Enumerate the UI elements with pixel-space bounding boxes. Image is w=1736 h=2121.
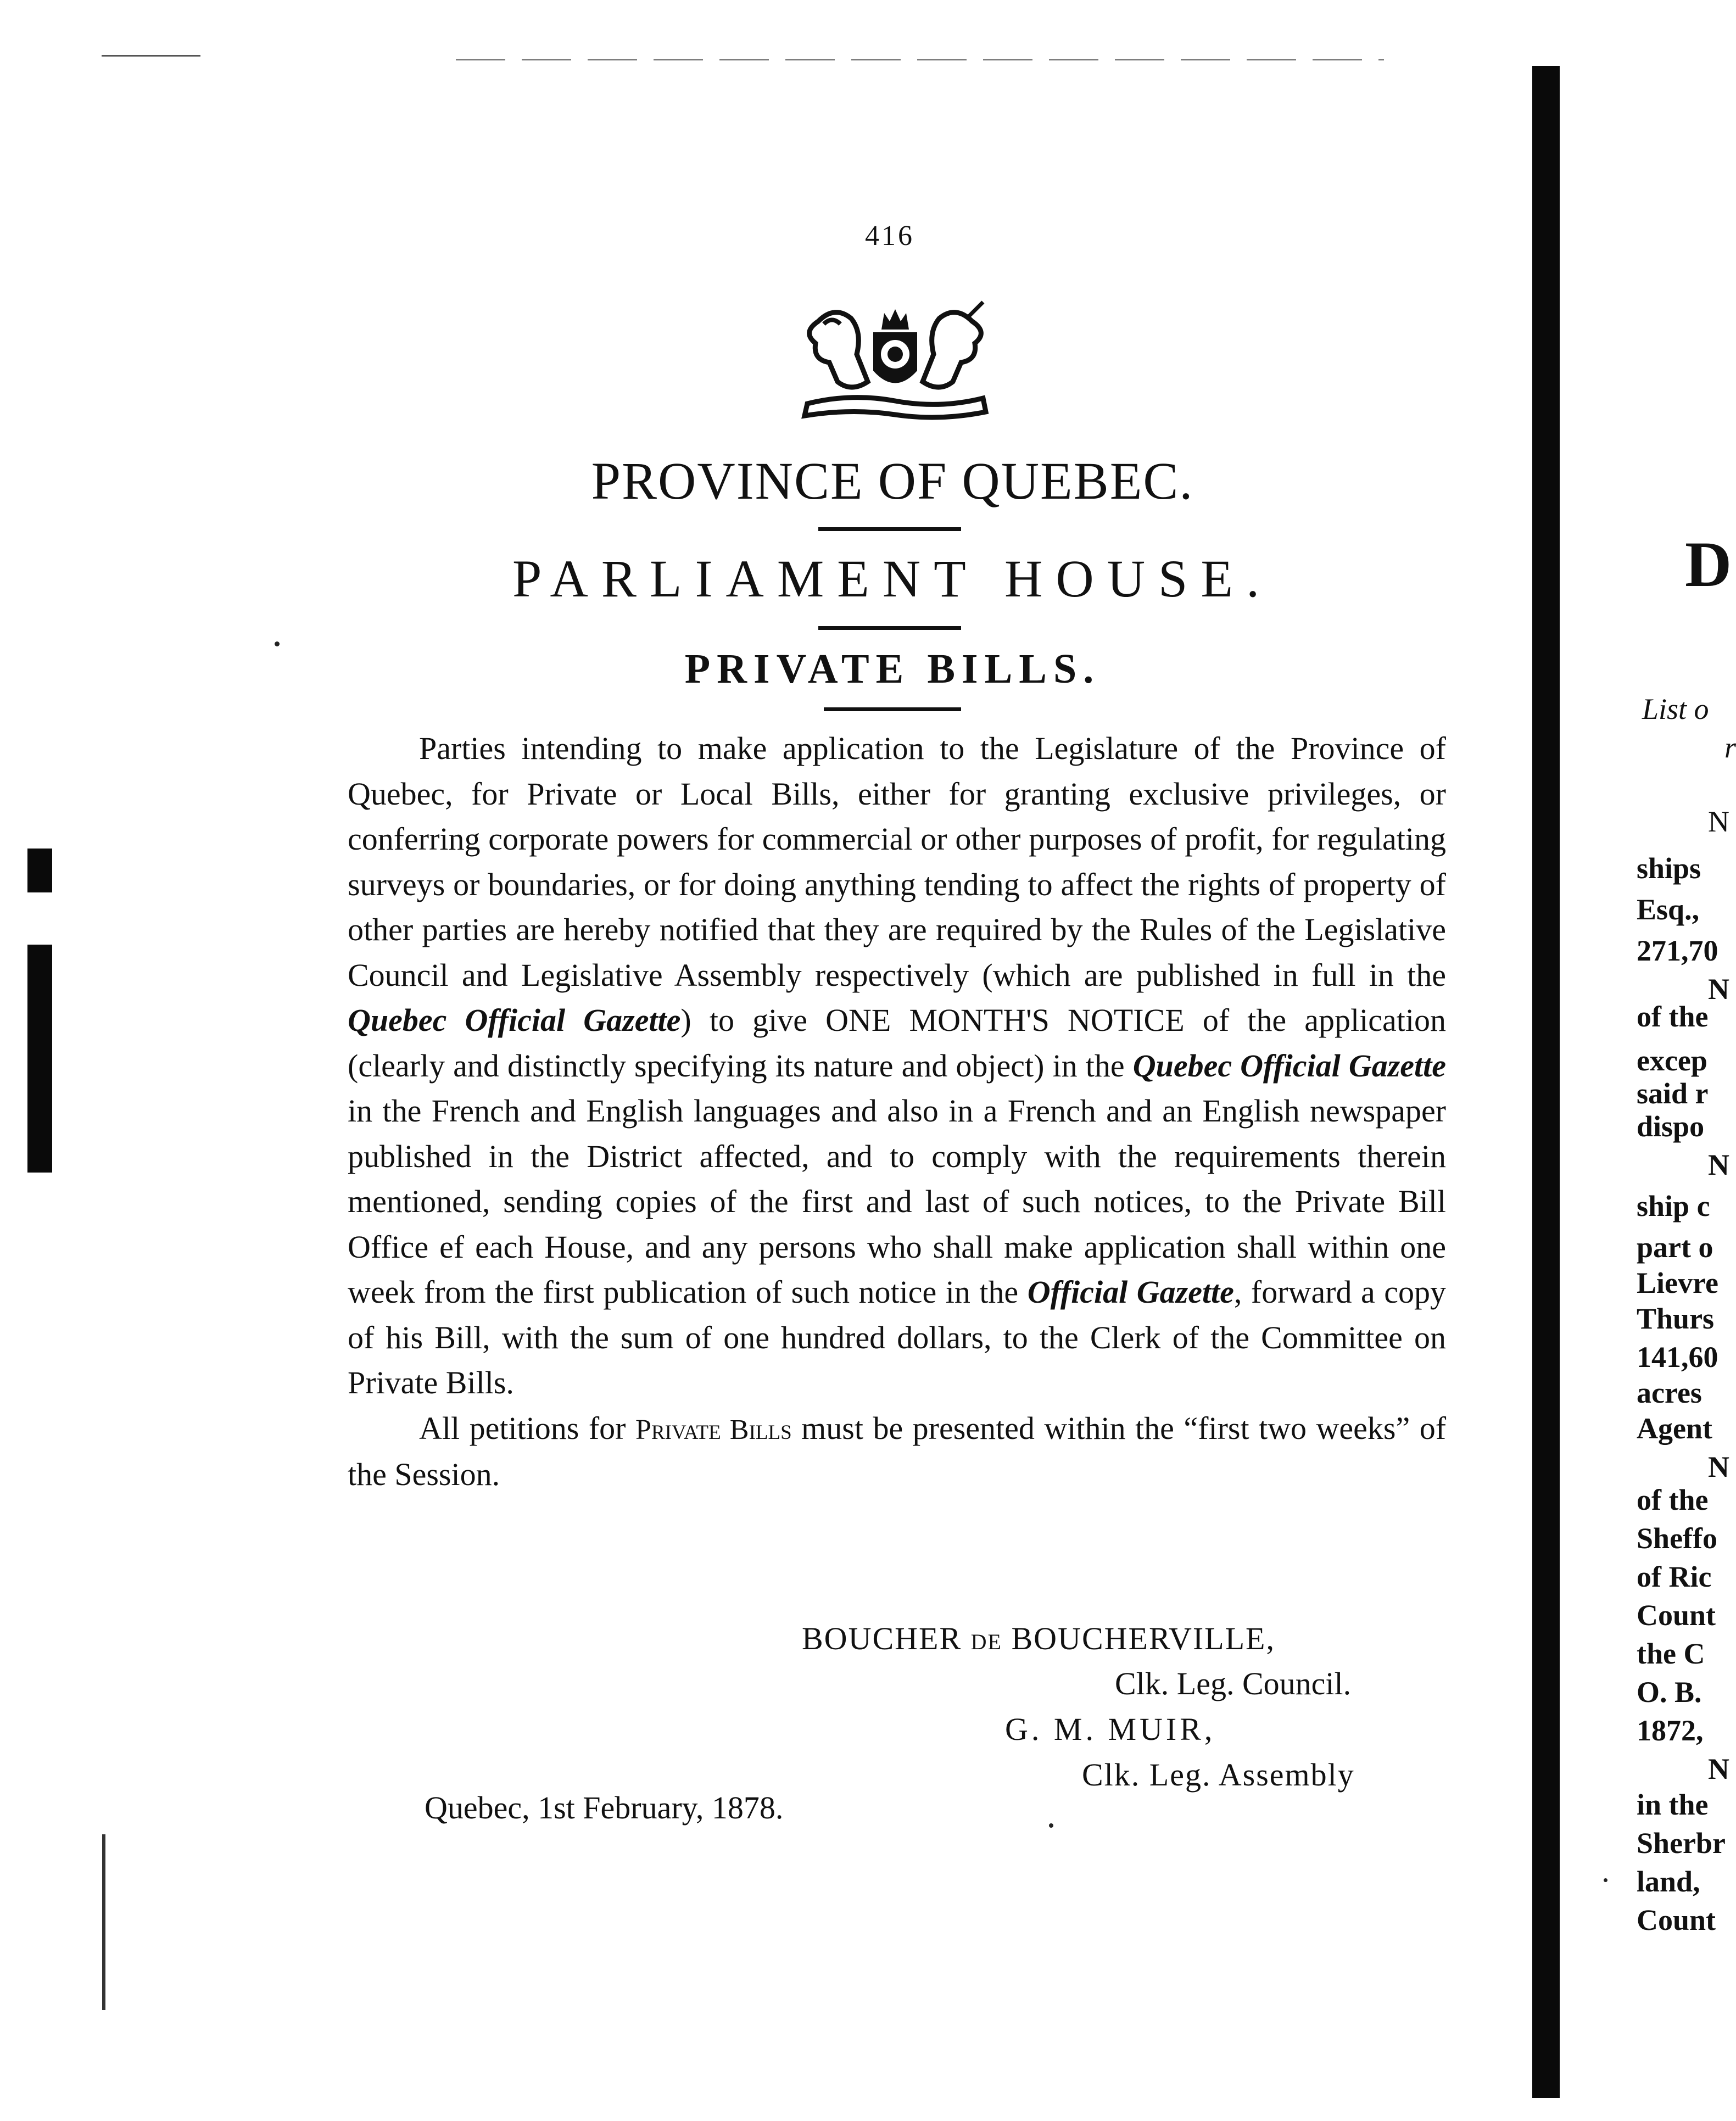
page-number: 416 <box>865 220 914 252</box>
adjacent-line: the C <box>1637 1637 1705 1670</box>
gazette-name: Quebec Official Gazette <box>1132 1047 1446 1084</box>
scan-margin-mark <box>27 849 52 892</box>
header-rule-dashed <box>456 59 1384 60</box>
adjacent-line: of the <box>1637 1483 1709 1516</box>
adjacent-page-heading: D <box>1685 528 1732 600</box>
scan-margin-mark <box>102 1834 105 2010</box>
adjacent-line: N <box>1708 1148 1729 1181</box>
scan-speck <box>275 641 280 646</box>
signature-muir: G. M. MUIR, <box>1005 1711 1216 1747</box>
adjacent-line: Sheffo <box>1637 1522 1717 1555</box>
adjacent-line: ship c <box>1637 1190 1710 1223</box>
coat-of-arms-emblem <box>785 299 1005 420</box>
parliament-house-title: PARLIAMENT HOUSE. <box>512 549 1273 608</box>
adjacent-line: 141,60 <box>1637 1341 1718 1374</box>
scan-margin-mark <box>27 945 52 1173</box>
signature-boucherville <box>802 1620 1275 1657</box>
notice-text: in the French and English languages and also in a French and an English newspaper published in the District affected, and to comply with the requirements therein mentioned, sending copies of the first and last of such notices, to the Private Bill Office ef each House, and any persons who shall make application shall within one week from the first publication of such notice in the <box>348 1093 1446 1310</box>
adjacent-page-column <box>1637 692 1736 2038</box>
divider <box>824 707 961 711</box>
adjacent-line: Sherbr <box>1637 1827 1726 1860</box>
adjacent-line: part o <box>1637 1231 1713 1264</box>
adjacent-line: land, <box>1637 1865 1700 1898</box>
divider <box>818 527 961 531</box>
adjacent-line: excep <box>1637 1044 1707 1077</box>
notice-text: must be presented within the “first two weeks” of the Session. <box>348 1410 1447 1492</box>
adjacent-line: Count <box>1637 1599 1716 1632</box>
province-title: PROVINCE OF QUEBEC. <box>591 451 1194 510</box>
adjacent-line: 1872, <box>1637 1714 1704 1747</box>
adjacent-line: N <box>1708 1450 1729 1483</box>
private-bills-small-caps: Private Bills <box>635 1413 792 1445</box>
adjacent-line: in the <box>1637 1788 1709 1821</box>
adjacent-line: Agent <box>1637 1412 1712 1445</box>
scan-speck <box>1049 1823 1053 1828</box>
adjacent-line: List o <box>1642 693 1709 725</box>
private-bills-heading: PRIVATE BILLS. <box>684 646 1101 692</box>
signature-title-assembly: Clk. Leg. Assembly <box>1082 1757 1355 1793</box>
adjacent-line: Thurs <box>1637 1302 1715 1335</box>
signature-name: BOUCHERVILLE, <box>1011 1621 1275 1656</box>
adjacent-line: said r <box>1637 1077 1709 1110</box>
notice-text: All petitions for <box>419 1410 635 1446</box>
petitions-paragraph <box>348 1406 1446 1498</box>
adjacent-line: Esq., <box>1637 893 1700 926</box>
adjacent-line: dispo <box>1637 1110 1705 1143</box>
scan-speck <box>1604 1878 1607 1882</box>
notice-date: Quebec, 1st February, 1878. <box>425 1790 784 1826</box>
notice-body <box>348 726 1446 1498</box>
adjacent-line: of the <box>1637 1000 1709 1033</box>
adjacent-line: O. B. <box>1637 1676 1702 1709</box>
adjacent-line: N <box>1708 805 1729 838</box>
adjacent-line: Lievre <box>1637 1266 1718 1299</box>
adjacent-line: acres <box>1637 1376 1702 1409</box>
signature-title-council: Clk. Leg. Council. <box>1115 1666 1352 1701</box>
notice-text: Parties intending to make application to the Legislature of the Province of Quebec, for Private or Local Bills, either for granting exclusive privileges, or conferring corporate powers for commercial or other purposes of profit, for regulating surveys or boundaries, or for doing anything tending to affect the rights of property of other parties are hereby notified that they are required by the Rules of the Legislative Council and Legislative Assembly respectively (which are published in full in the <box>348 730 1446 993</box>
notice-text: , forward a copy of his Bill, with the sum of one hundred dollars, to the Clerk of the Committee on Private Bills. <box>348 1274 1446 1400</box>
signature-name: BOUCHER <box>802 1621 962 1656</box>
page-gutter-bar <box>1532 66 1560 2098</box>
adjacent-line: N <box>1708 1752 1729 1785</box>
adjacent-line: r <box>1724 731 1736 764</box>
adjacent-line: of Ric <box>1637 1560 1712 1593</box>
gazette-name: Quebec Official Gazette <box>348 1002 681 1038</box>
adjacent-line: N <box>1708 973 1729 1006</box>
gazette-name: Official Gazette <box>1027 1274 1234 1310</box>
header-rule-left <box>102 55 200 57</box>
adjacent-line: 271,70 <box>1637 934 1718 967</box>
adjacent-line: ships <box>1637 852 1701 885</box>
divider <box>818 626 961 630</box>
adjacent-line: Count <box>1637 1904 1716 1936</box>
notice-paragraph <box>348 726 1446 1406</box>
signature-particle: DE <box>970 1629 1002 1654</box>
notice-text: ) to give ONE MONTH'S NOTICE of the application (clearly and distinctly specifying its nature and object) in the <box>348 1002 1446 1084</box>
